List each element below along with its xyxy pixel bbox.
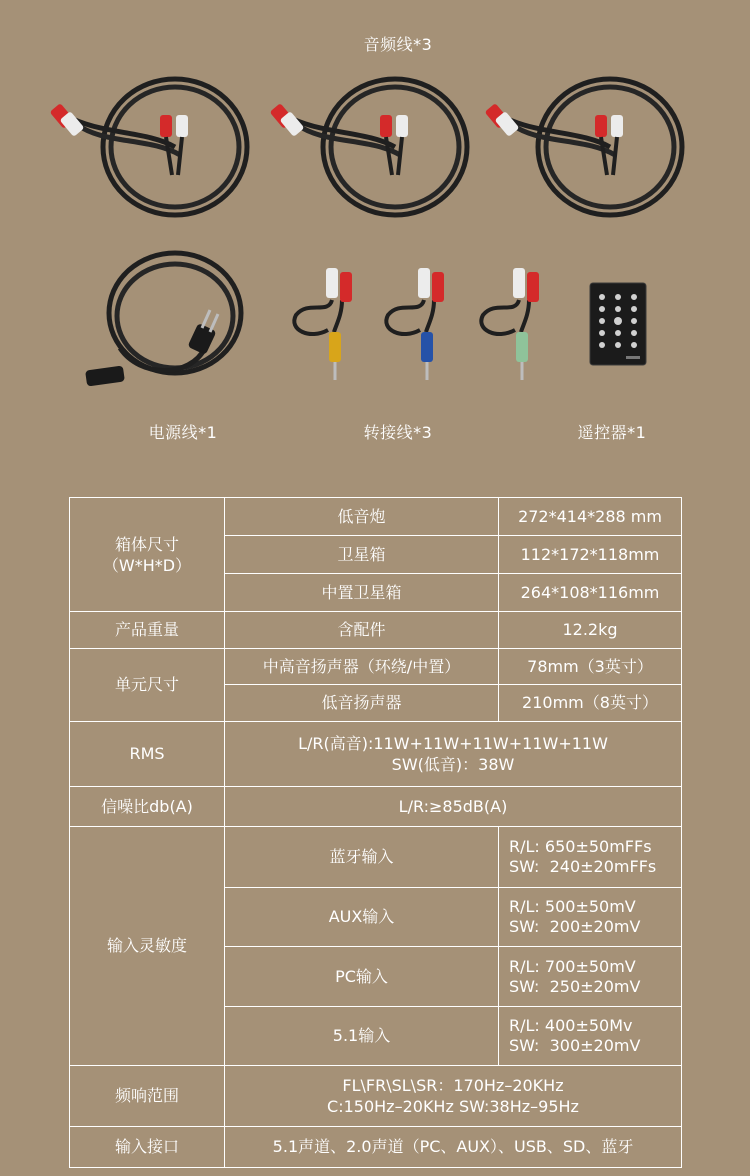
spec-table	[69, 497, 682, 1168]
rca-cable-icon	[260, 75, 470, 220]
sensitivity-51-value: R/L: 400±50Mv SW: 300±20mV	[499, 1007, 682, 1066]
dimensions-subwoofer-name: 低音炮	[225, 498, 499, 536]
driver-woofer-name: 低音扬声器	[225, 685, 499, 722]
rms-label: RMS	[70, 722, 225, 787]
driver-woofer-value: 210mm（8英寸）	[499, 685, 682, 722]
interface-value: 5.1声道、2.0声道（PC、AUX）、USB、SD、蓝牙	[225, 1127, 682, 1168]
table-row	[70, 722, 682, 787]
audio-cable-caption: 音频线*3	[363, 35, 433, 54]
table-row	[70, 787, 682, 827]
sensitivity-pc-name: PC输入	[225, 947, 499, 1007]
remote-control-icon	[590, 283, 646, 365]
table-row	[70, 827, 682, 888]
power-cable-caption: 电源线*1	[148, 423, 218, 442]
dimensions-satellite-value: 112*172*118mm	[499, 536, 682, 574]
sensitivity-aux-name: AUX输入	[225, 888, 499, 947]
remote-caption: 遥控器*1	[577, 423, 647, 442]
sensitivity-bt-value: R/L: 650±50mFFs SW: 240±20mFFs	[499, 827, 682, 888]
snr-value: L/R:≥85dB(A)	[225, 787, 682, 827]
weight-label: 产品重量	[70, 612, 225, 649]
table-row	[70, 612, 682, 649]
power-cable-icon	[80, 248, 250, 393]
weight-value: 12.2kg	[499, 612, 682, 649]
table-row	[70, 498, 682, 536]
adapter-cable-icon	[288, 260, 368, 385]
adapter-cable-icon	[380, 260, 460, 385]
interface-label: 输入接口	[70, 1127, 225, 1168]
sensitivity-51-name: 5.1输入	[225, 1007, 499, 1066]
driver-tweeter-value: 78mm（3英寸）	[499, 649, 682, 685]
sensitivity-bt-name: 蓝牙输入	[225, 827, 499, 888]
adapter-cable-caption: 转接线*3	[363, 423, 433, 442]
dimensions-center-name: 中置卫星箱	[225, 574, 499, 612]
sensitivity-label: 输入灵敏度	[70, 827, 225, 1066]
table-row	[70, 649, 682, 685]
dimensions-label: 箱体尺寸 （W*H*D）	[70, 498, 225, 612]
table-row	[70, 1066, 682, 1127]
rca-cable-icon	[40, 75, 250, 220]
weight-name: 含配件	[225, 612, 499, 649]
snr-label: 信噪比db(A)	[70, 787, 225, 827]
driver-label: 单元尺寸	[70, 649, 225, 722]
frequency-value: FL\FR\SL\SR：170Hz–20KHz C:150Hz–20KHz SW:38Hz–95Hz	[225, 1066, 682, 1127]
rms-value: L/R(高音):11W+11W+11W+11W+11W SW(低音)：38W	[225, 722, 682, 787]
rca-cable-icon	[475, 75, 685, 220]
frequency-label: 频响范围	[70, 1066, 225, 1127]
adapter-cable-icon	[475, 260, 555, 385]
dimensions-satellite-name: 卫星箱	[225, 536, 499, 574]
dimensions-center-value: 264*108*116mm	[499, 574, 682, 612]
dimensions-subwoofer-value: 272*414*288 mm	[499, 498, 682, 536]
driver-tweeter-name: 中高音扬声器（环绕/中置）	[225, 649, 499, 685]
table-row	[70, 1127, 682, 1168]
sensitivity-aux-value: R/L: 500±50mV SW: 200±20mV	[499, 888, 682, 947]
sensitivity-pc-value: R/L: 700±50mV SW: 250±20mV	[499, 947, 682, 1007]
